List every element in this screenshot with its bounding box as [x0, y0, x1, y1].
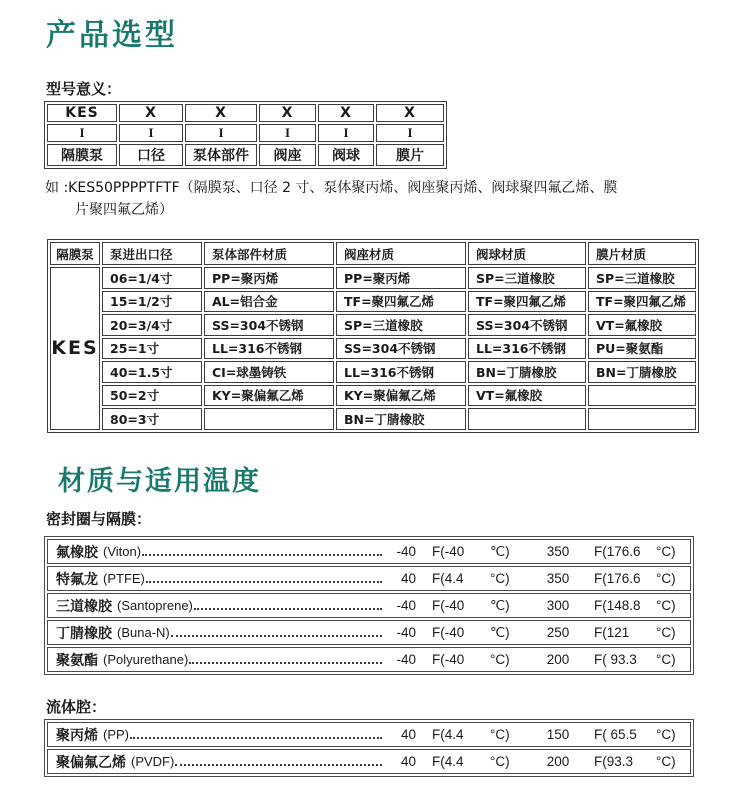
- dotted-leader: [194, 608, 382, 610]
- model-pipe-cell: I: [119, 124, 183, 142]
- min-temp-f: 40: [400, 754, 416, 769]
- material-name-en: (PP): [103, 727, 129, 742]
- model-pipe-cell: I: [376, 124, 444, 142]
- selection-cell-seat-material: KY=聚偏氟乙烯: [336, 385, 466, 407]
- model-pipe-cell: I: [318, 124, 374, 142]
- selection-cell-port-size: 80=3寸: [102, 408, 202, 430]
- selection-cell-ball-material: VT=氟橡胶: [468, 385, 586, 407]
- selection-cell-ball-material: SS=304不锈钢: [468, 314, 586, 336]
- selection-header-port-size: 泵进出口径: [102, 242, 202, 265]
- model-name-cell: 阀座: [259, 144, 316, 166]
- fluid-chamber-temp-table: [44, 719, 694, 777]
- min-temp-c: F(-40: [432, 544, 465, 559]
- model-code-row: [47, 104, 444, 122]
- seal-diaphragm-temp-table: [44, 536, 694, 675]
- min-temp-unit: °C): [490, 754, 510, 769]
- material-selection-table: [47, 239, 699, 433]
- max-temp-unit: °C): [656, 571, 676, 586]
- material-name-cn: 三道橡胶: [56, 598, 112, 615]
- selection-cell-diaphragm-material: BN=丁腈橡胶: [588, 361, 696, 383]
- selection-cell-ball-material: [468, 408, 586, 430]
- section-title-materials-temperature: 材质与适用温度: [58, 466, 261, 497]
- temp-row: [47, 593, 691, 618]
- max-temp-unit: °C): [656, 754, 676, 769]
- selection-cell-seat-material: TF=聚四氟乙烯: [336, 291, 466, 313]
- max-temp-f: 350: [546, 544, 570, 559]
- min-temp-c: F(4.4: [432, 571, 464, 586]
- min-temp-f: 40: [400, 727, 416, 742]
- min-temp-unit: ℃): [490, 597, 510, 613]
- selection-cell-body-material: AL=铝合金: [204, 291, 334, 313]
- material-name-en: (PTFE): [103, 571, 145, 586]
- model-code-cell: KES: [47, 104, 117, 122]
- selection-header-diaphragm-material: 膜片材质: [588, 242, 696, 265]
- max-temp-c: F( 93.3: [594, 652, 637, 667]
- selection-cell-ball-material: TF=聚四氟乙烯: [468, 291, 586, 313]
- max-temp-f: 250: [546, 625, 570, 640]
- dotted-leader: [171, 635, 382, 637]
- min-temp-f: -40: [396, 652, 416, 667]
- selection-cell-diaphragm-material: SP=三道橡胶: [588, 267, 696, 289]
- max-temp-unit: °C): [656, 625, 676, 640]
- dotted-leader: [142, 554, 382, 556]
- model-code-cell: X: [119, 104, 183, 122]
- selection-cell-port-size: 25=1寸: [102, 338, 202, 360]
- selection-cell-seat-material: LL=316不锈钢: [336, 361, 466, 383]
- model-example-line: 如 :KES50PPPPTFTF（隔膜泵、口径 2 寸、泵体聚丙烯、阀座聚丙烯、阀球聚四氟乙烯、膜: [45, 180, 618, 196]
- material-name-cn: 特氟龙: [56, 571, 98, 588]
- dotted-leader: [146, 581, 382, 583]
- model-pipe-row: [47, 124, 444, 142]
- max-temp-f: 150: [546, 727, 570, 742]
- max-temp-unit: °C): [656, 652, 676, 667]
- material-name-en: (Santoprene): [117, 598, 193, 613]
- model-code-cell: X: [259, 104, 316, 122]
- min-temp-c: F(-40: [432, 598, 465, 613]
- page-title: 产品选型: [46, 18, 178, 53]
- model-meaning-label: 型号意义：: [46, 80, 122, 98]
- model-name-cell: 阀球: [318, 144, 374, 166]
- min-temp-unit: ℃): [490, 543, 510, 559]
- model-pipe-cell: I: [259, 124, 316, 142]
- max-temp-c: F(93.3: [594, 754, 634, 769]
- material-name-en: (Viton): [103, 544, 142, 559]
- temp-row: [47, 539, 691, 564]
- material-name-en: (PVDF): [131, 754, 175, 769]
- selection-cell-body-material: [204, 408, 334, 430]
- temp-row: [47, 647, 691, 672]
- selection-header-pump: 隔膜泵: [50, 242, 100, 265]
- material-name-cn: 聚氨酯: [56, 652, 98, 669]
- model-name-row: [47, 144, 444, 166]
- max-temp-f: 200: [546, 652, 570, 667]
- model-code-table: [44, 101, 447, 169]
- selection-cell-port-size: 20=3/4寸: [102, 314, 202, 336]
- material-name-en: (Polyurethane): [103, 652, 189, 667]
- model-name-cell: 口径: [119, 144, 183, 166]
- selection-cell-diaphragm-material: PU=聚氨酯: [588, 338, 696, 360]
- series-code-cell: KES: [50, 267, 100, 430]
- selection-cell-body-material: PP=聚丙烯: [204, 267, 334, 289]
- min-temp-f: -40: [396, 625, 416, 640]
- model-name-cell: 泵体部件: [185, 144, 257, 166]
- max-temp-c: F(148.8: [594, 598, 641, 613]
- model-example-line: 片聚四氟乙烯）: [75, 202, 173, 218]
- selection-header-body-material: 泵体部件材质: [204, 242, 334, 265]
- selection-cell-seat-material: SS=304不锈钢: [336, 338, 466, 360]
- temp-row: [47, 566, 691, 591]
- min-temp-f: -40: [396, 544, 416, 559]
- selection-cell-port-size: 06=1/4寸: [102, 267, 202, 289]
- selection-cell-ball-material: BN=丁腈橡胶: [468, 361, 586, 383]
- min-temp-c: F(-40: [432, 625, 465, 640]
- material-name-cn: 丁腈橡胶: [56, 625, 112, 642]
- min-temp-unit: °C): [490, 652, 510, 667]
- material-name-cn: 聚偏氟乙烯: [56, 754, 126, 771]
- selection-cell-diaphragm-material: [588, 385, 696, 407]
- dotted-leader: [175, 764, 382, 766]
- selection-cell-port-size: 15=1/2寸: [102, 291, 202, 313]
- material-name-cn: 聚丙烯: [56, 727, 98, 744]
- min-temp-c: F(-40: [432, 652, 465, 667]
- material-name-en: (Buna-N): [117, 625, 170, 640]
- selection-cell-ball-material: LL=316不锈钢: [468, 338, 586, 360]
- max-temp-f: 350: [546, 571, 570, 586]
- max-temp-c: F( 65.5: [594, 727, 637, 742]
- selection-cell-diaphragm-material: VT=氟橡胶: [588, 314, 696, 336]
- seal-diaphragm-label: 密封圈与隔膜：: [46, 510, 152, 528]
- max-temp-f: 300: [546, 598, 570, 613]
- min-temp-unit: °C): [490, 727, 510, 742]
- selection-cell-body-material: SS=304不锈钢: [204, 314, 334, 336]
- selection-cell-diaphragm-material: [588, 408, 696, 430]
- dotted-leader: [189, 662, 382, 664]
- max-temp-c: F(176.6: [594, 544, 641, 559]
- max-temp-c: F(176.6: [594, 571, 641, 586]
- min-temp-c: F(4.4: [432, 754, 464, 769]
- min-temp-f: -40: [396, 598, 416, 613]
- max-temp-f: 200: [546, 754, 570, 769]
- min-temp-unit: ℃): [490, 624, 510, 640]
- model-pipe-cell: I: [185, 124, 257, 142]
- max-temp-unit: °C): [656, 544, 676, 559]
- temp-row: [47, 749, 691, 774]
- model-code-cell: X: [185, 104, 257, 122]
- selection-cell-port-size: 50=2寸: [102, 385, 202, 407]
- model-code-cell: X: [376, 104, 444, 122]
- material-name-cn: 氟橡胶: [56, 544, 98, 561]
- temp-row: [47, 722, 691, 747]
- selection-header-seat-material: 阀座材质: [336, 242, 466, 265]
- selection-cell-port-size: 40=1.5寸: [102, 361, 202, 383]
- fluid-chamber-label: 流体腔：: [46, 698, 107, 716]
- selection-cell-seat-material: PP=聚丙烯: [336, 267, 466, 289]
- max-temp-unit: °C): [656, 727, 676, 742]
- selection-header-ball-material: 阀球材质: [468, 242, 586, 265]
- min-temp-f: 40: [400, 571, 416, 586]
- selection-cell-body-material: CI=球墨铸铁: [204, 361, 334, 383]
- selection-cell-diaphragm-material: TF=聚四氟乙烯: [588, 291, 696, 313]
- max-temp-c: F(121: [594, 625, 630, 640]
- model-name-cell: 膜片: [376, 144, 444, 166]
- model-code-cell: X: [318, 104, 374, 122]
- dotted-leader: [130, 737, 382, 739]
- selection-cell-seat-material: SP=三道橡胶: [336, 314, 466, 336]
- temp-row: [47, 620, 691, 645]
- selection-cell-seat-material: BN=丁腈橡胶: [336, 408, 466, 430]
- max-temp-unit: °C): [656, 598, 676, 613]
- min-temp-c: F(4.4: [432, 727, 464, 742]
- min-temp-unit: °C): [490, 571, 510, 586]
- selection-cell-body-material: LL=316不锈钢: [204, 338, 334, 360]
- selection-cell-body-material: KY=聚偏氟乙烯: [204, 385, 334, 407]
- model-name-cell: 隔膜泵: [47, 144, 117, 166]
- selection-cell-ball-material: SP=三道橡胶: [468, 267, 586, 289]
- model-example-text: [45, 177, 717, 221]
- model-pipe-cell: I: [47, 124, 117, 142]
